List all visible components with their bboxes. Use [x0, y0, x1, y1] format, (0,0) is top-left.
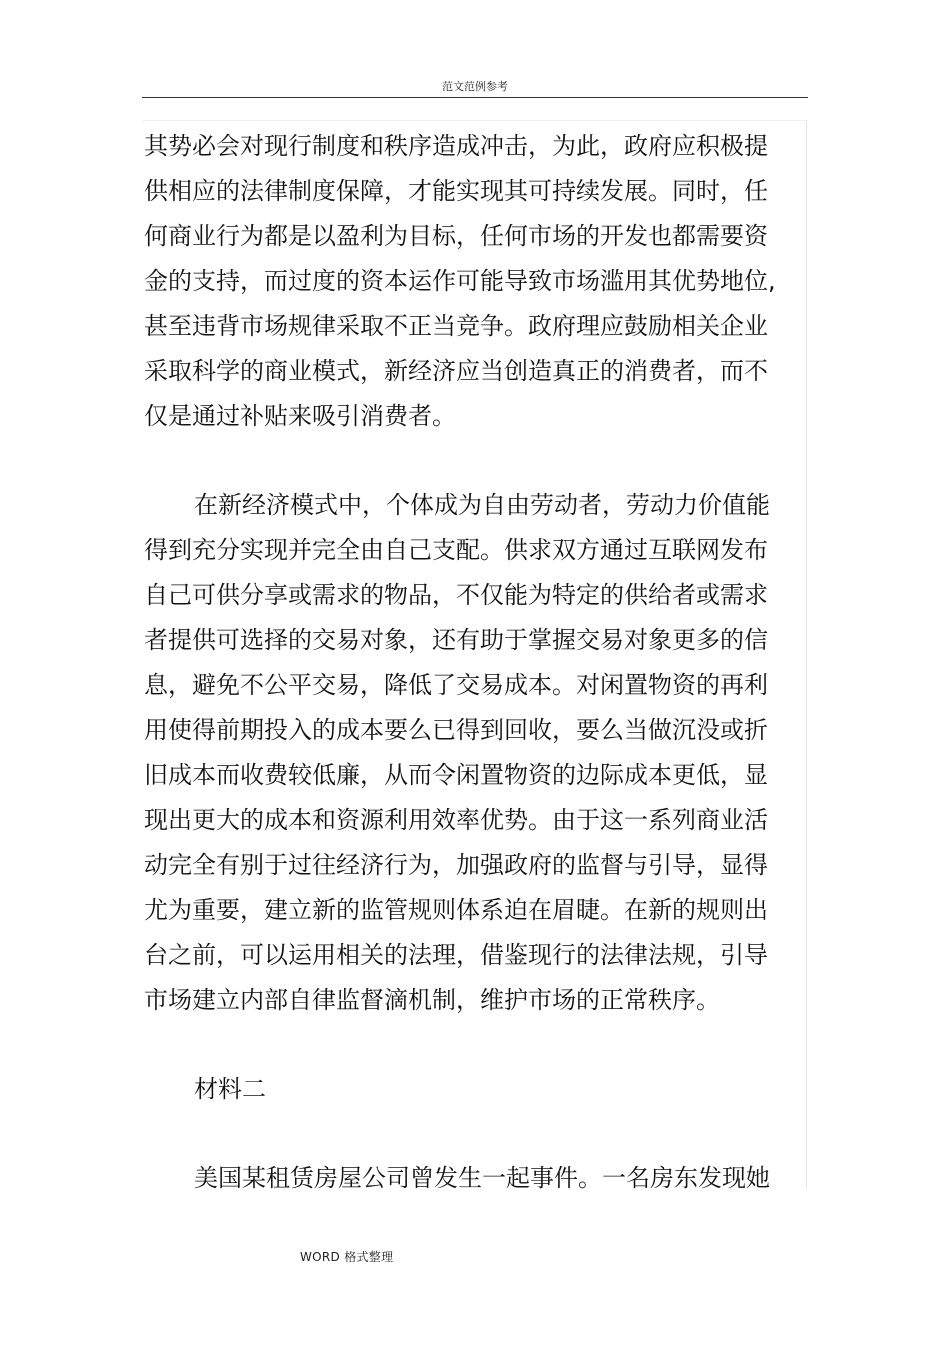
paragraph-spacer [144, 1112, 748, 1156]
text-line: 供相应的法律制度保障，才能实现其可持续发展。同时，任 [144, 177, 768, 205]
text-line: 甚至违背市场规律采取不正当竞争。政府理应鼓励相关企业 [144, 312, 768, 340]
text-line: 台之前，可以运用相关的法理，借鉴现行的法律法规，引导 [144, 941, 768, 969]
text-line: 自己可供分享或需求的物品，不仅能为特定的供给者或需求 [144, 581, 768, 609]
text-line: 现出更大的成本和资源利用效率优势。由于这一系列商业活 [144, 806, 768, 834]
text-line: 仅是通过补贴来吸引消费者。 [144, 402, 456, 430]
text-line: 息，避免不公平交易，降低了交易成本。对闲置物资的再利 [144, 671, 768, 699]
text-line: 采取科学的商业模式，新经济应当创造真正的消费者，而不 [144, 357, 768, 385]
text-line: 者提供可选择的交易对象，还有助于掌握交易对象更多的信 [144, 626, 768, 654]
text-line: 市场建立内部自律监督滴机制，维护市场的正常秩序。 [144, 986, 720, 1014]
text-line: 何商业行为都是以盈利为目标，任何市场的开发也都需要资 [144, 222, 768, 250]
paragraph-1 [144, 124, 776, 439]
paragraph-spacer [144, 1023, 748, 1067]
document-body [144, 124, 776, 1201]
text-line: 金的支持，而过度的资本运作可能导致市场滥用其优势地位, [144, 267, 776, 295]
paragraph-3 [144, 1156, 770, 1201]
text-line: 在新经济模式中，个体成为自由劳动者，劳动力价值能 [194, 491, 770, 519]
paragraph-2 [144, 483, 770, 1023]
text-line: 尤为重要，建立新的监管规则体系迫在眉睫。在新的规则出 [144, 896, 768, 924]
header-title: 范文范例参考 [442, 80, 508, 93]
text-line: 得到充分实现并完全由自己支配。供求双方通过互联网发布 [144, 536, 768, 564]
text-line: 旧成本而收费较低廉，从而令闲置物资的边际成本更低，显 [144, 761, 768, 789]
footer-label: WORD 格式整理 [300, 1250, 394, 1264]
text-line: 动完全有别于过往经济行为，加强政府的监督与引导，显得 [144, 851, 768, 879]
header-divider [142, 97, 808, 98]
text-line: 其势必会对现行制度和秩序造成冲击，为此，政府应积极提 [144, 132, 768, 160]
text-line: 美国某租赁房屋公司曾发生一起事件。一名房东发现她 [194, 1164, 770, 1192]
section-heading: 材料二 [194, 1075, 266, 1103]
text-line: 用使得前期投入的成本要么已得到回收，要么当做沉没或折 [144, 716, 768, 744]
paragraph-spacer [144, 439, 748, 483]
